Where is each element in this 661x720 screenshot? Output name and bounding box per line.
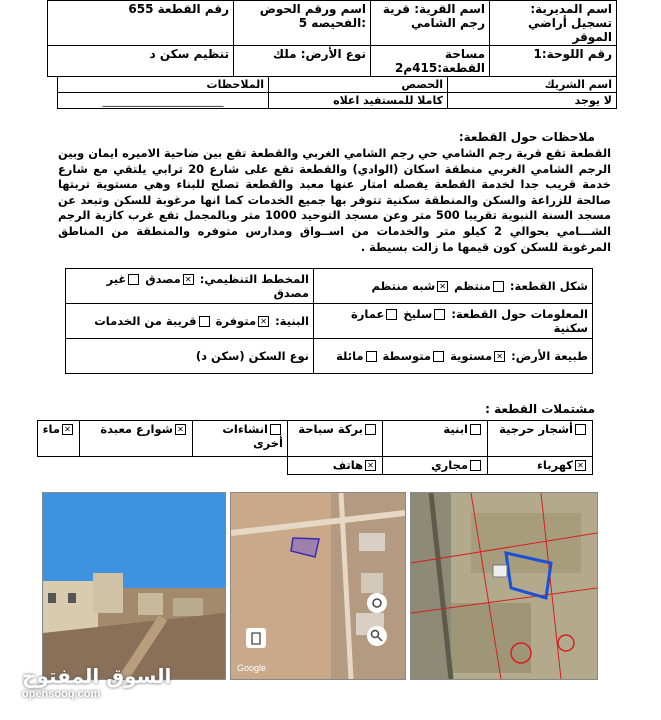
parcel-number-cell: رقم القطعة 655 xyxy=(48,1,234,46)
nature-medium: متوسطة xyxy=(382,349,432,363)
checkbox-empty-icon xyxy=(493,281,504,292)
housing-cell xyxy=(66,339,314,374)
amenity-sewage: مجاري xyxy=(383,457,488,475)
nature-flat: مستوية xyxy=(450,349,493,363)
checkbox-checked-icon: ✕ xyxy=(437,281,448,292)
partner-header: اسم الشريك xyxy=(448,77,617,93)
amenity-pool: بركة سباحة xyxy=(288,421,383,457)
checkbox-empty-icon xyxy=(199,316,210,327)
notes-header: الملاحظات xyxy=(58,77,269,93)
info-cell xyxy=(314,304,593,339)
amenity-structures: انشاءات أخرى xyxy=(193,421,288,457)
plan-cell xyxy=(66,269,314,304)
satellite-map-image xyxy=(230,492,406,680)
checkbox-empty-icon xyxy=(470,460,481,471)
checkbox-checked-icon: ✕ xyxy=(175,424,186,435)
checkbox-checked-icon: ✕ xyxy=(365,460,376,471)
checkbox-checked-icon: ✕ xyxy=(258,316,269,327)
infra-cell xyxy=(66,304,314,339)
notes-title: ملاحظات حول القطعة: xyxy=(458,130,595,144)
checkbox-empty-icon xyxy=(386,309,397,320)
sheet-number-cell: رقم اللوحة:1 xyxy=(490,46,617,77)
amenity-water: ✕ماء xyxy=(38,421,80,457)
info-bare: سليخ xyxy=(403,307,433,321)
infra-near: قريبة من الخدمات xyxy=(94,314,197,328)
shape-regular: منتظم xyxy=(454,279,491,293)
infra-label: البنية: xyxy=(275,314,309,328)
checkbox-checked-icon: ✕ xyxy=(62,424,73,435)
shape-cell xyxy=(314,269,593,304)
zoning-cell: تنظيم سكن د xyxy=(48,46,234,77)
header-table xyxy=(47,0,617,77)
amenity-roads: ✕شوارع معبدة xyxy=(80,421,193,457)
watermark-latin: opensooq.com xyxy=(22,688,101,700)
checkbox-empty-icon xyxy=(575,424,586,435)
nature-label: طبيعة الأرض: xyxy=(511,349,588,363)
nature-cell xyxy=(314,339,593,374)
street-photo-svg xyxy=(43,493,225,679)
partner-value: لا يوجد xyxy=(448,93,617,109)
notes-value: ______________________ xyxy=(58,93,269,109)
info-building: عمارة سكنية xyxy=(351,307,588,335)
shape-semi: شبه منتظم xyxy=(371,279,436,293)
land-type-cell: نوع الأرض: ملك xyxy=(234,46,371,77)
shares-table xyxy=(57,76,617,109)
share-value: كاملا للمستفيد اعلاه xyxy=(269,93,448,109)
info-label: المعلومات حول القطعة: xyxy=(451,307,588,321)
plan-label: المخطط التنظيمي: xyxy=(199,272,309,286)
properties-table xyxy=(65,268,593,374)
share-header: الحصص xyxy=(269,77,448,93)
infra-available: متوفرة xyxy=(215,314,257,328)
checkbox-checked-icon: ✕ xyxy=(494,351,505,362)
amenity-buildings: ابنية xyxy=(383,421,488,457)
checkbox-empty-icon xyxy=(270,424,281,435)
basin-cell: اسم ورقم الحوض :الفحيصه 5 xyxy=(234,1,371,46)
checkbox-empty-icon xyxy=(470,424,481,435)
amenities-table xyxy=(37,420,593,475)
cadastral-map-svg xyxy=(411,493,597,679)
amenity-trees: أشجار حرجية xyxy=(488,421,593,457)
watermark-arabic: السوق المفتوح xyxy=(22,664,172,688)
checkbox-empty-icon xyxy=(433,351,444,362)
checkbox-checked-icon: ✕ xyxy=(183,274,194,285)
amenity-electricity: ✕كهرباء xyxy=(488,457,593,475)
cadastral-map-image xyxy=(410,492,598,680)
housing-label: نوع السكن (سكن د) xyxy=(195,349,309,363)
checkbox-empty-icon xyxy=(365,424,376,435)
plan-uncertified: غير مصدق xyxy=(106,272,309,300)
checkbox-checked-icon: ✕ xyxy=(575,460,586,471)
checkbox-empty-icon xyxy=(366,351,377,362)
area-cell: مساحة القطعة:415م2 xyxy=(371,46,490,77)
satellite-map-svg xyxy=(231,493,405,679)
street-photo-image xyxy=(42,492,226,680)
amenities-title: مشتملات القطعة : xyxy=(485,402,595,416)
checkbox-empty-icon xyxy=(434,309,445,320)
checkbox-empty-icon xyxy=(128,274,139,285)
amenity-phone: ✕هاتف xyxy=(288,457,383,475)
plan-certified: مصدق xyxy=(145,272,181,286)
nature-sloped: مائلة xyxy=(336,349,364,363)
shape-label: شكل القطعة: xyxy=(509,279,588,293)
village-cell: اسم القرية: قرية رجم الشامي xyxy=(371,1,490,46)
opensooq-watermark xyxy=(22,664,171,700)
notes-body: القطعة تقع قرية رجم الشامي حي رجم الشامي الغربي والقطعة تقع بين ضاحية الاميره ايمان وبين الرجم الشامي الغربي منطقة اسكان (الوادي) والقطعة تقع على شارع 20 ترابي يلتقي مع شارع خدمة قريب جدا لخدمة القطعة يفصله امتار عنها معبد والقطعة تصلح للبناء وهي مستوية تربتها صالحة للزراعة والسكن والمنطقة سكنية تتوفر بها جميع الخدمات كما انها مرغوبة للسكن وتبعد عن مسجد السنة النبوية تقريبا 500 متر وعن مسجد التوحيد 1000 متر وبالمجمل تقع غرب كازية الرجم الشـــامي بحوالي 2 كيلو متر والخدمات من اســواق ومدارس متوفره والمنطقة من المناطق المرغوبة للسكن كون قيمها ما زالت بسيطة . xyxy=(58,146,611,254)
directorate-cell: اسم المديرية: تسجيل أراضي الموقر xyxy=(490,1,617,46)
google-label: Google xyxy=(237,663,267,673)
